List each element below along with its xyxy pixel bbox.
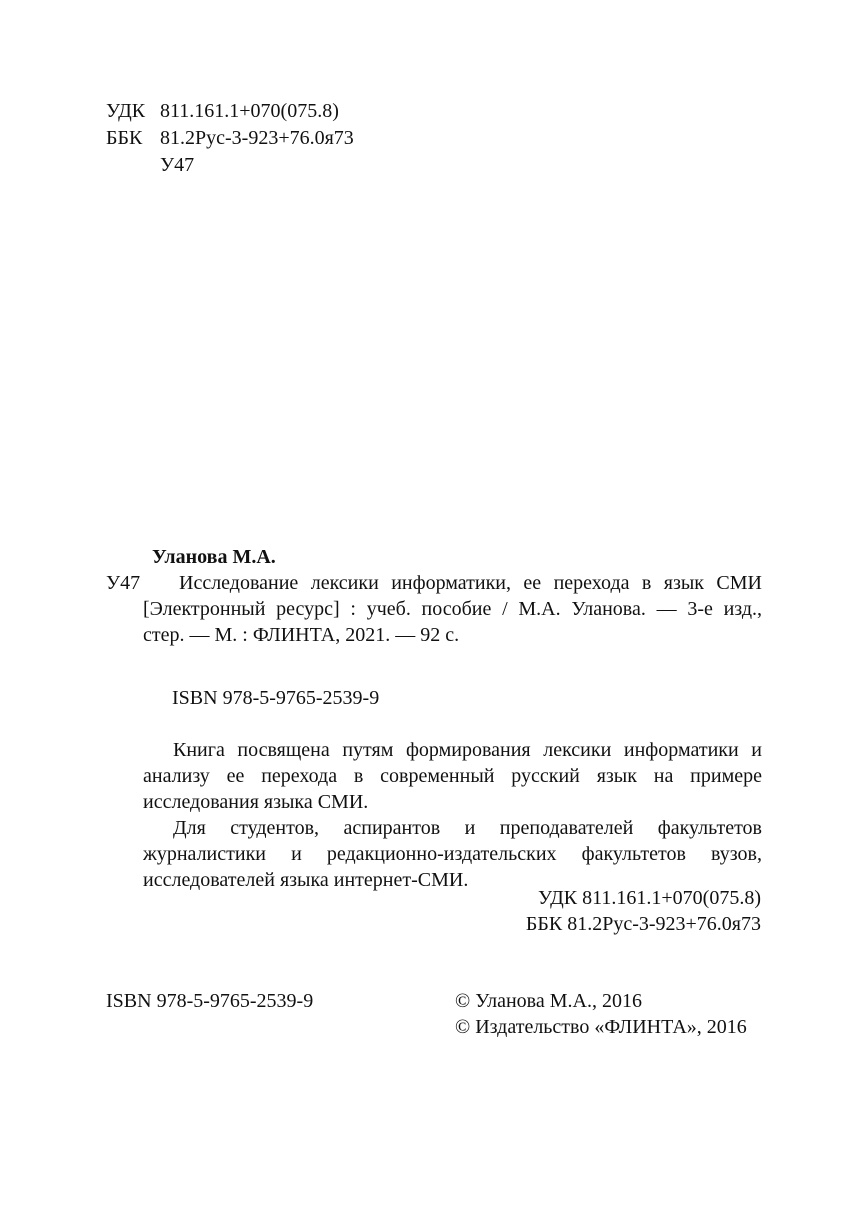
classification-codes-right: [526, 885, 761, 937]
bibliographic-description: [143, 570, 762, 648]
udk-right: УДК 811.161.1+070(075.8): [538, 887, 761, 909]
udk-value: 811.161.1+070(075.8): [160, 100, 339, 122]
bbk-value: 81.2Рус-3-923+76.0я73: [160, 127, 354, 149]
author-code: У47: [160, 154, 195, 176]
abstract-p1-line2: анализу ее перехода в современный русский язык на примере: [143, 765, 762, 787]
bib-line-2: [Электронный ресурс] : учеб. пособие / М.А. Уланова. — 3-е изд.,: [143, 598, 762, 620]
abstract-paragraph-1: [143, 737, 762, 815]
bbk-label: ББК: [106, 127, 143, 149]
isbn-main: ISBN 978-5-9765-2539-9: [172, 687, 380, 709]
author-name: Уланова М.А.: [152, 546, 276, 568]
isbn-footer: ISBN 978-5-9765-2539-9: [106, 990, 314, 1012]
bbk-right: ББК 81.2Рус-3-923+76.0я73: [525, 913, 761, 935]
copyright-block: [455, 988, 747, 1040]
bib-line-1: Исследование лексики информатики, ее перехода в язык СМИ: [179, 572, 762, 594]
copyright-publisher: © Издательство «ФЛИНТА», 2016: [455, 1016, 747, 1038]
abstract-p1-line1: Книга посвящена путям формирования лексики информатики и: [173, 739, 762, 761]
author-code-left: У47: [106, 572, 141, 594]
udk-label: УДК: [106, 100, 146, 122]
abstract-p2-line3: исследователей языка интернет-СМИ.: [143, 869, 469, 891]
abstract-p1-line3: исследования языка СМИ.: [143, 791, 369, 813]
abstract: [143, 737, 762, 893]
abstract-paragraph-2: [143, 815, 762, 893]
copyright-author: © Уланова М.А., 2016: [455, 990, 642, 1012]
abstract-p2-line2: журналистики и редакционно-издательских факультетов вузов,: [143, 843, 762, 865]
bib-line-3: стер. — М. : ФЛИНТА, 2021. — 92 с.: [143, 624, 460, 646]
abstract-p2-line1: Для студентов, аспирантов и преподавателей факультетов: [173, 817, 762, 839]
